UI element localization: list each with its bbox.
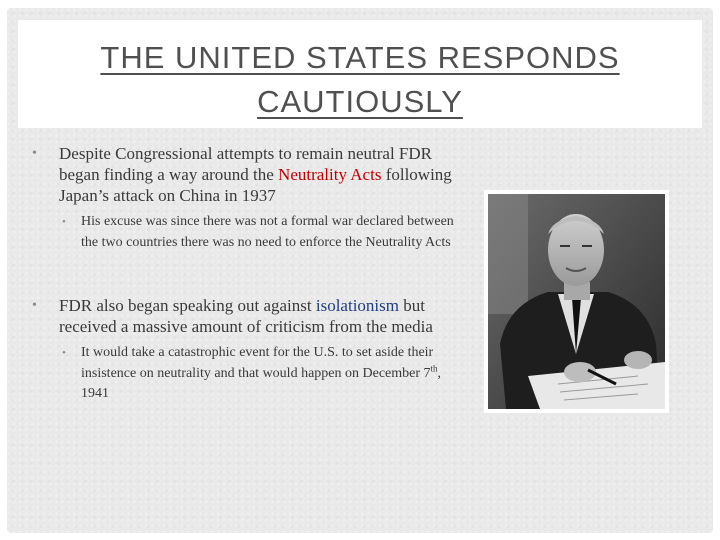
sub-bullet-2-text-before: It would take a catastrophic event for the U.S. to set aside their insistence on neutrality and that would happen on December 7 [81,345,434,381]
superscript-th: th [430,362,438,373]
bullet-2-text-before: FDR also began speaking out against [59,296,316,315]
sub-bullet-2-text-after: , 1941 [81,365,442,401]
bullet-2-text-after: but received a massive amount of criticism from the media [59,296,433,336]
sub-bullet-icon: • [62,347,66,359]
bullet-2 [30,295,470,337]
bullet-1-text-after: following Japan’s attack on China in 1937 [59,165,452,205]
bullet-1 [30,143,470,206]
fdr-photo [484,190,669,413]
fdr-photo-illustration [488,194,665,409]
sub-bullet-1 [30,212,470,253]
sub-bullet-icon: • [62,216,66,228]
isolationism-highlight: isolationism [315,296,399,315]
slide-title: THE UNITED STATES RESPONDS CAUTIOUSLY [100,40,620,119]
neutrality-acts-highlight: Neutrality Acts [278,165,382,184]
bullet-icon: • [32,146,37,161]
bullet-1-text-before: Despite Congressional attempts to remain neutral FDR began finding a way around the [59,144,432,184]
sub-bullet-1-text: His excuse was since there was not a formal war declared between the two countries there was no need to enforce the Neutrality Acts [81,214,454,250]
bullet-icon: • [32,298,37,313]
sub-bullet-2 [30,343,470,405]
slide-body [30,143,470,405]
